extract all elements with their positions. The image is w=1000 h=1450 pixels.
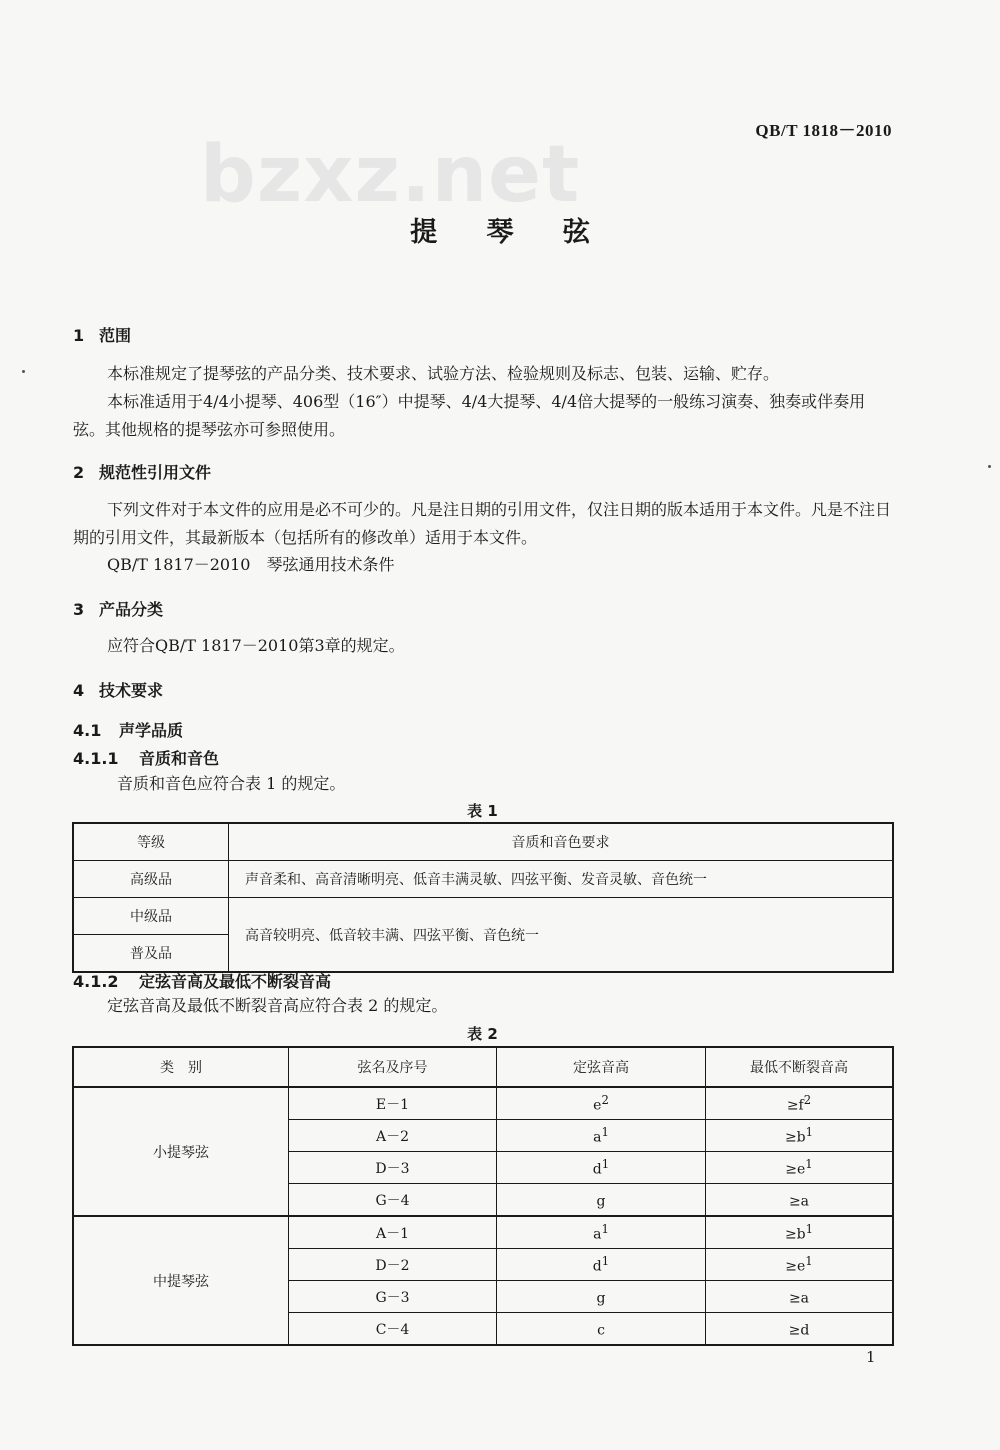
table-header-row — [73, 823, 893, 861]
paragraph-text: 音质和音色应符合表 1 的规定。 — [117, 774, 346, 793]
table-header-cell: 最低不断裂音高 — [706, 1047, 894, 1087]
section-2-paragraph-1 — [73, 496, 895, 552]
section-4-heading — [73, 678, 163, 701]
page-number: 1 — [866, 1348, 876, 1366]
table-row — [73, 861, 893, 898]
requirement-cell: 声音柔和、高音清晰明亮、低音丰满灵敏、四弦平衡、发音灵敏、音色统一 — [229, 861, 894, 898]
tuning-pitch-cell — [497, 1216, 706, 1249]
pitch-text: ≥d — [788, 1322, 810, 1339]
string-name-cell: C－4 — [289, 1313, 497, 1346]
pitch-text: d — [592, 1161, 602, 1178]
octave-superscript: 1 — [601, 1222, 609, 1237]
category-cell: 小提琴弦 — [73, 1087, 289, 1216]
paragraph-text: 本标准适用于4/4小提琴、406型（16″）中提琴、4/4大提琴、4/4倍大提琴的一般练习演奏、独奏或伴奏用弦。其他规格的提琴弦亦可参照使用。 — [73, 392, 866, 439]
pitch-text: a — [593, 1129, 602, 1146]
section-title: 范围 — [99, 326, 132, 345]
section-3-paragraph-1 — [73, 632, 895, 660]
string-name-cell: A－1 — [289, 1216, 497, 1249]
section-number: 4.1.2 — [73, 972, 119, 991]
pitch-text: ≥a — [788, 1193, 810, 1210]
table-row — [73, 1087, 893, 1120]
section-title: 技术要求 — [99, 681, 164, 700]
min-pitch-cell — [706, 1120, 894, 1152]
pitch-text: g — [596, 1290, 606, 1307]
table-header-cell: 弦名及序号 — [289, 1047, 497, 1087]
tuning-pitch-cell — [497, 1120, 706, 1152]
section-2-heading — [73, 460, 211, 483]
document-title: 提 琴 弦 — [410, 217, 610, 248]
min-pitch-cell — [706, 1152, 894, 1184]
tuning-pitch-cell — [497, 1249, 706, 1281]
section-title: 音质和音色 — [139, 749, 220, 768]
octave-superscript: 1 — [805, 1254, 813, 1269]
requirement-cell: 高音较明亮、低音较丰满、四弦平衡、音色统一 — [229, 898, 894, 973]
pitch-text: d — [592, 1258, 602, 1275]
table-header-row — [73, 1047, 893, 1087]
grade-cell: 高级品 — [73, 861, 229, 898]
section-number: 4.1 — [73, 721, 102, 740]
section-1-heading — [73, 323, 131, 346]
pitch-text: ≥f — [786, 1097, 804, 1114]
section-4-1-1-paragraph — [83, 770, 905, 798]
section-number: 4.1.1 — [73, 749, 119, 768]
octave-superscript: 2 — [803, 1093, 812, 1108]
section-4-1-1-heading — [73, 746, 219, 769]
section-4-1-heading — [73, 718, 183, 741]
table-header-cell: 音质和音色要求 — [229, 823, 894, 861]
table-2-caption: 表 2 — [467, 1025, 498, 1043]
octave-superscript: 1 — [805, 1222, 814, 1237]
pitch-text: a — [593, 1226, 602, 1243]
pitch-text: ≥e — [785, 1161, 806, 1178]
section-4-1-2-heading — [73, 969, 331, 992]
watermark: bzxz.net — [200, 130, 581, 220]
reference-text: QB/T 1817－2010 琴弦通用技术条件 — [107, 555, 395, 574]
string-name-cell: D－3 — [289, 1152, 497, 1184]
min-pitch-cell — [706, 1281, 894, 1313]
section-1-paragraph-2 — [73, 388, 895, 444]
scan-speck — [22, 370, 25, 373]
table-row — [73, 898, 893, 935]
section-2-reference — [73, 551, 895, 579]
pitch-text: g — [596, 1193, 606, 1210]
table-2 — [72, 1046, 894, 1346]
pitch-text: ≥e — [785, 1258, 806, 1275]
pitch-text: e — [593, 1097, 602, 1114]
pitch-text: ≥b — [784, 1226, 806, 1243]
min-pitch-cell — [706, 1249, 894, 1281]
octave-superscript: 1 — [805, 1125, 814, 1140]
section-number: 1 — [73, 326, 85, 345]
string-name-cell: D－2 — [289, 1249, 497, 1281]
standard-code: QB/T 1818－2010 — [755, 121, 892, 140]
tuning-pitch-cell — [497, 1087, 706, 1120]
octave-superscript: 1 — [601, 1157, 610, 1172]
section-title: 声学品质 — [119, 721, 184, 740]
section-number: 2 — [73, 463, 85, 482]
section-1-paragraph-1 — [73, 360, 895, 388]
paragraph-text: 本标准规定了提琴弦的产品分类、技术要求、试验方法、检验规则及标志、包装、运输、贮存。 — [107, 364, 780, 383]
category-cell: 中提琴弦 — [73, 1216, 289, 1345]
grade-cell: 普及品 — [73, 935, 229, 973]
string-name-cell: G－3 — [289, 1281, 497, 1313]
paragraph-text: 定弦音高及最低不断裂音高应符合表 2 的规定。 — [107, 996, 448, 1015]
table-header-cell: 定弦音高 — [497, 1047, 706, 1087]
section-number: 4 — [73, 681, 85, 700]
paragraph-text: 应符合QB/T 1817－2010第3章的规定。 — [107, 636, 405, 655]
pitch-text: c — [597, 1322, 605, 1339]
table-1-caption: 表 1 — [467, 802, 498, 820]
section-title: 定弦音高及最低不断裂音高 — [139, 972, 332, 991]
min-pitch-cell — [706, 1313, 894, 1346]
scan-speck — [988, 465, 991, 468]
tuning-pitch-cell — [497, 1152, 706, 1184]
pitch-text: ≥b — [784, 1129, 806, 1146]
table-header-cell: 等级 — [73, 823, 229, 861]
section-3-heading — [73, 597, 163, 620]
string-name-cell: A－2 — [289, 1120, 497, 1152]
string-name-cell: G－4 — [289, 1184, 497, 1217]
table-row — [73, 1216, 893, 1249]
min-pitch-cell — [706, 1087, 894, 1120]
tuning-pitch-cell — [497, 1313, 706, 1346]
string-name-cell: E－1 — [289, 1087, 497, 1120]
tuning-pitch-cell — [497, 1281, 706, 1313]
octave-superscript: 1 — [601, 1254, 610, 1269]
octave-superscript: 1 — [805, 1157, 813, 1172]
paragraph-text: 下列文件对于本文件的应用是必不可少的。凡是注日期的引用文件，仅注日期的版本适用于本文件。凡是不注日期的引用文件，其最新版本（包括所有的修改单）适用于本文件。 — [73, 500, 892, 547]
section-4-1-2-paragraph — [73, 992, 895, 1020]
min-pitch-cell — [706, 1184, 894, 1217]
table-1 — [72, 822, 894, 973]
min-pitch-cell — [706, 1216, 894, 1249]
section-title: 规范性引用文件 — [99, 463, 212, 482]
table-header-cell: 类 别 — [73, 1047, 289, 1087]
octave-superscript: 1 — [601, 1125, 609, 1140]
octave-superscript: 2 — [601, 1093, 609, 1108]
grade-cell: 中级品 — [73, 898, 229, 935]
section-title: 产品分类 — [99, 600, 164, 619]
tuning-pitch-cell — [497, 1184, 706, 1217]
pitch-text: ≥a — [788, 1290, 810, 1307]
section-number: 3 — [73, 600, 85, 619]
